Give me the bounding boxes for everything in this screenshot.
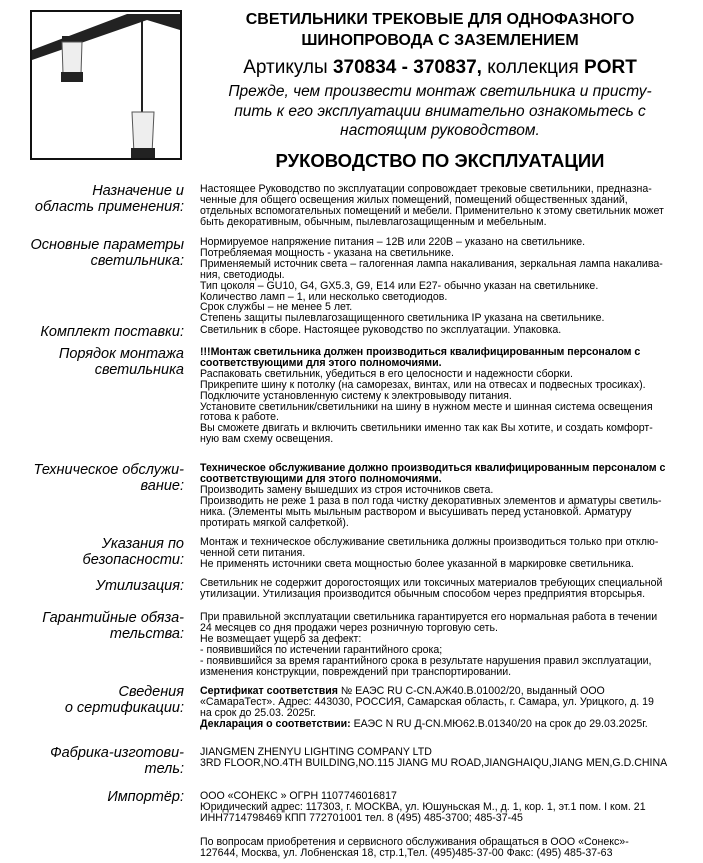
disposal-text: Светильник не содержит дорогостоящих или токсичных материалов требующих специальной утилизации. Утилизация производится обычным способом через предприятия вторсырья.: [200, 577, 663, 600]
collection-name: PORT: [584, 57, 637, 78]
manual-title: РУКОВОДСТВО ПО ЭКСПЛУАТАЦИИ: [275, 150, 605, 171]
product-photo: [30, 10, 182, 160]
importer-label: Импортёр:: [107, 789, 184, 805]
mounting-block: [200, 347, 700, 445]
mounting-text: Распаковать светильник, убедиться в его целосности и надежности сборки. Прикрепите шину к потолку (на саморезах, винтах, или на отвесах и подвесных тросиках). Подключите установленную систему к электровыводу питания. Установите светильник/светильники на шину в нужном месте и шинная система освещения готова к работе. Вы сможете двигать и включить светильники именно так как Вы хотите, и создать комфорт- ную вам схему освещения.: [200, 367, 653, 446]
certification-block: [200, 686, 700, 730]
purpose-label: Назначение и область применения:: [34, 183, 184, 215]
document-title: СВЕТИЛЬНИКИ ТРЕКОВЫЕ ДЛЯ ОДНОФАЗНОГО ШИНОПРОВОДА С ЗАЗЕМЛЕНИЕМ: [245, 11, 635, 49]
purpose-text: Настоящее Руководство по эксплуатации сопровождает трековые светильники, предназна- ченные для общего освещения жилых помещений, помещений общественных зданий, отдельных вспомогательных помещений и мебели. Применительно к этому светильник может быть декоративным, обычным, пылевлагозащищенным и мебельным.: [200, 183, 664, 228]
collection-prefix: коллекция: [481, 57, 585, 78]
params-text: Нормируемое напряжение питания – 12В или 220В – указано на светильнике. Потребляемая мощность - указана на светильнике. Применяемый источник света – галогенная лампа накаливания, зеркальная лампа накалива- ния, светодиоды. Тип цоколя – GU10, G4, GX5.3, G9, E14 или E27- обычно указан на светильнике. Количество ламп – 1, или несколько светодиодов. Срок службы – не менее 5 лет. Степень защиты пылевлагозащищенного светильника IP указана на светильнике.: [200, 236, 663, 325]
maintenance-warning: Техническое обслуживание должно производиться квалифицированным персоналом с соответствующими для этого полномочиями.: [200, 462, 666, 485]
safety-label: Указания по безопасности:: [82, 536, 184, 568]
kit-label: Комплект поставки:: [40, 324, 184, 340]
article-numbers: 370834 - 370837,: [332, 57, 482, 78]
warranty-label: Гарантийные обяза- тельства:: [42, 610, 184, 642]
article-prefix: Артикулы: [243, 57, 333, 78]
mounting-warning: !!!Монтаж светильника должен производиться квалифицированным персоналом с соответствующими для этого полномочиями.: [200, 346, 641, 369]
article-line: [190, 57, 690, 79]
factory-label: Фабрика-изготови- тель:: [50, 745, 184, 777]
kit-text: Светильник в сборе. Настоящее руководство по эксплуатации. Упаковка.: [200, 324, 562, 336]
maintenance-block: [200, 463, 700, 528]
params-label: Основные параметры светильника:: [30, 237, 184, 269]
certificate-text: № ЕАЭС RU C-CN.АЖ40.В.01002/20, выданный ООО «СамараТест». Адрес: 443030, РОССИЯ, Самарская область, г. Самара, ул. Урицкого, д. 19 на срок до 25.03. 2025г.: [200, 685, 654, 719]
service-contact-text: По вопросам приобретения и сервисного обслуживания обращаться в ООО «Сонекс»- 127644, Москва, ул. Лобненская 18, стр.1,Тел. (495)485-37-00 Факс: (495) 485-37-63: [200, 836, 629, 859]
mounting-label: Порядок монтажа светильника: [58, 346, 184, 378]
importer-text: ООО «СОНЕКС » ОГРН 1107746016817 Юридический адрес: 117303, г. МОСКВА, ул. Юшуньская М., д. 1, кор. 1, эт.1 пом. I ком. 21 ИНН7714798469 КПП 772701001 тел. 8 (495) 485-3700; 485-37-45: [200, 790, 646, 824]
track-light-illustration: [32, 12, 180, 158]
maintenance-label: Техническое обслужи- вание:: [33, 462, 184, 494]
notice: Прежде, чем произвести монтаж светильника и присту- пить к его эксплуатации внимательно ознакомьтесь с настоящим руководством.: [228, 83, 652, 139]
certificate-heading: Сертификат соответствия: [200, 685, 338, 697]
certification-label: Сведения о сертификации:: [64, 684, 184, 716]
warranty-text: При правильной эксплуатации светильника гарантируется его нормальная работа в течении 24 месяцев со дня продажи через розничную торговую сеть. Не возмещает ущерб за дефект: - появившийся по истечении гарантийного срока; - появившийся за время гарантийного срока в результате нарушения правил эксплуатации, изменения конструкции, повреждений при транспортировании.: [200, 611, 658, 678]
maintenance-text: Производить замену вышедших из строя источников света. Производить не реже 1 раза в пол года чистку декоративных элементов и арматуры светиль- ника. (Элементы мыть мыльным раствором и высушивать перед установкой. Арматуру протирать мягкой салфеткой).: [200, 483, 662, 529]
safety-text: Монтаж и техническое обслуживание светильника должны производиться только при отклю- ченной сети питания. Не применять источники света мощностью более указанной в маркировке светильника.: [200, 536, 659, 570]
declaration-text: ЕАЭС N RU Д-CN.МЮ62.В.01340/20 на срок до 29.03.2025г.: [350, 717, 648, 730]
factory-text: JIANGMEN ZHENYU LIGHTING COMPANY LTD 3RD FLOOR,NO.4TH BUILDING,NO.115 JIANG MU ROAD,JIANGHAIQU,JIANG MEN,G.D.CHINA: [200, 746, 668, 769]
disposal-label: Утилизация:: [95, 578, 184, 594]
declaration-heading: Декларация о соответствии:: [200, 717, 351, 730]
